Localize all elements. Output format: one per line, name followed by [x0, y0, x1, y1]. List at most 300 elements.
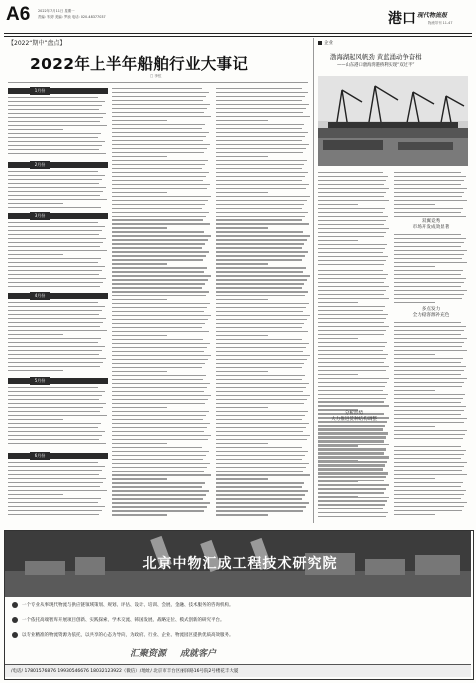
text-line	[112, 359, 208, 360]
text-line	[394, 490, 466, 491]
text-line	[216, 339, 302, 340]
text-line	[8, 514, 99, 515]
text-line	[8, 191, 103, 192]
text-line	[112, 172, 209, 173]
text-line	[112, 395, 211, 396]
text-line	[318, 496, 358, 497]
text-line	[394, 334, 461, 335]
text-line	[318, 452, 384, 453]
text-line	[216, 443, 268, 444]
text-line	[394, 172, 461, 173]
text-line	[318, 334, 384, 335]
text-line	[318, 180, 386, 181]
text-line	[112, 299, 167, 300]
text-line	[112, 100, 203, 101]
month-bar-feb	[8, 162, 108, 168]
text-line	[112, 184, 210, 185]
text-line	[394, 188, 467, 189]
text-line	[318, 184, 384, 185]
text-line	[8, 274, 99, 275]
text-line	[112, 92, 209, 93]
text-line	[394, 478, 435, 479]
text-line	[8, 435, 102, 436]
text-line	[318, 460, 358, 461]
text-line	[216, 271, 303, 272]
feature-subhead-1: 双翼竞秀 市场开发成效显著	[412, 219, 450, 230]
text-line	[8, 207, 101, 208]
text-line	[216, 415, 305, 416]
text-line	[216, 148, 306, 149]
text-line	[112, 212, 209, 213]
text-line	[216, 259, 302, 260]
text-line	[112, 498, 203, 499]
text-line	[216, 283, 304, 284]
text-line	[394, 466, 464, 467]
text-line	[8, 302, 98, 303]
text-line	[216, 164, 304, 165]
text-line	[318, 468, 383, 469]
text-line	[112, 152, 204, 153]
text-line	[8, 129, 63, 130]
text-line	[8, 175, 105, 176]
text-line	[8, 350, 102, 351]
text-line	[318, 362, 384, 363]
text-line	[112, 391, 204, 392]
text-line	[112, 219, 203, 220]
text-line	[8, 133, 101, 134]
text-line	[112, 471, 204, 472]
text-line	[216, 216, 305, 217]
text-line	[8, 334, 63, 335]
text-line	[8, 234, 99, 235]
text-line	[8, 391, 105, 392]
text-line	[216, 100, 302, 101]
article-body-col1c	[8, 222, 108, 290]
text-line	[394, 358, 463, 359]
text-line	[8, 282, 103, 283]
text-line	[112, 200, 208, 201]
text-line	[216, 343, 309, 344]
text-line	[318, 374, 358, 375]
text-line	[112, 192, 167, 193]
text-line	[112, 482, 205, 483]
text-line	[318, 326, 389, 327]
text-line	[8, 466, 105, 467]
text-line	[8, 222, 98, 223]
text-line	[394, 486, 461, 487]
text-line	[8, 141, 105, 142]
text-line	[216, 383, 309, 384]
page-number: A6	[6, 4, 31, 25]
text-line	[318, 244, 387, 245]
text-line	[318, 488, 386, 489]
text-line	[216, 112, 303, 113]
text-line	[8, 490, 107, 491]
text-line	[216, 395, 310, 396]
text-line	[112, 116, 211, 117]
text-line	[8, 226, 105, 227]
article-body-col1e	[8, 387, 108, 447]
text-line	[394, 176, 466, 177]
text-line	[216, 188, 306, 189]
text-line	[112, 339, 203, 340]
text-line	[216, 152, 303, 153]
text-line	[394, 196, 462, 197]
text-line	[318, 432, 388, 433]
text-line	[216, 439, 307, 440]
text-line	[8, 478, 106, 479]
text-line	[216, 208, 302, 209]
ad-item-1: 一个专业从事现代物流与供应链领域策划、规划、评估、设计、培训、会展、金融、技术服务的咨询机构。	[22, 603, 234, 608]
text-line	[318, 480, 384, 481]
text-line	[8, 199, 107, 200]
feature-section-tag: 企业	[318, 40, 333, 46]
text-line	[112, 148, 207, 149]
text-line	[216, 506, 306, 507]
ad-contact-bar: /电话/ 17801576876 19930546676 18032123922（微信）/地址/ 北京市丰台区丽泽路16号院2号楼花丰大厦	[5, 664, 471, 677]
text-line	[8, 474, 99, 475]
text-line	[216, 128, 302, 129]
ad-item-3: 以专业精准的物流资源为依托，以共享的心态为导向，为政府、行业、企业、物流园区提供优质高效服务。	[22, 633, 234, 638]
text-line	[8, 286, 100, 287]
feature-body-col2b	[394, 234, 468, 306]
text-line	[216, 227, 268, 228]
text-line	[8, 510, 102, 511]
text-line	[8, 97, 98, 98]
text-line	[8, 310, 102, 311]
text-line	[8, 262, 98, 263]
text-line	[8, 230, 102, 231]
text-line	[318, 425, 385, 426]
text-line	[216, 419, 302, 420]
text-line	[8, 407, 103, 408]
text-line	[216, 279, 307, 280]
text-line	[8, 254, 63, 255]
feature-body-col2d	[394, 446, 468, 518]
masthead-rule	[4, 33, 472, 34]
text-line	[112, 419, 203, 420]
text-line	[8, 113, 106, 114]
text-line	[216, 92, 308, 93]
text-line	[112, 263, 167, 264]
text-line	[394, 298, 462, 299]
text-line	[112, 427, 207, 428]
text-line	[216, 243, 304, 244]
text-line	[216, 371, 268, 372]
text-line	[216, 144, 309, 145]
text-line	[216, 295, 305, 296]
text-line	[318, 196, 384, 197]
text-line	[318, 290, 386, 291]
text-line	[216, 502, 309, 503]
text-line	[216, 478, 268, 479]
text-line	[216, 104, 309, 105]
text-line	[112, 291, 209, 292]
text-line	[216, 347, 306, 348]
text-line	[112, 208, 202, 209]
headline-rule	[8, 82, 308, 83]
text-line	[394, 286, 461, 287]
text-line	[112, 231, 204, 232]
text-line	[112, 108, 207, 109]
text-line	[216, 219, 302, 220]
text-line	[394, 382, 464, 383]
text-line	[394, 514, 435, 515]
text-line	[394, 354, 435, 355]
text-line	[8, 137, 98, 138]
text-line	[216, 403, 304, 404]
text-line	[8, 387, 98, 388]
text-line	[112, 303, 210, 304]
text-line	[112, 176, 206, 177]
text-line	[216, 303, 309, 304]
paper-sub: 物流导刊 11-47	[428, 21, 453, 25]
text-line	[394, 200, 467, 201]
text-line	[216, 375, 305, 376]
text-line	[216, 490, 308, 491]
text-line	[318, 405, 389, 406]
month-bar-may	[8, 378, 108, 384]
text-line	[112, 267, 207, 268]
month-label-jun: 6月份	[30, 452, 50, 460]
text-line	[8, 242, 103, 243]
text-line	[112, 463, 210, 464]
text-line	[8, 250, 107, 251]
text-line	[112, 367, 202, 368]
text-line	[318, 512, 388, 513]
text-line	[216, 359, 307, 360]
text-line	[216, 267, 306, 268]
text-line	[112, 156, 167, 157]
text-line	[8, 366, 100, 367]
text-line	[8, 399, 99, 400]
text-line	[8, 502, 98, 503]
text-line	[318, 236, 384, 237]
text-line	[216, 335, 268, 336]
text-line	[318, 366, 389, 367]
text-line	[216, 427, 306, 428]
text-line	[394, 270, 463, 271]
text-line	[216, 132, 308, 133]
text-line	[216, 255, 305, 256]
text-line	[394, 410, 464, 411]
text-line	[112, 223, 210, 224]
text-line	[216, 156, 268, 157]
text-line	[318, 224, 384, 225]
text-line	[112, 451, 209, 452]
article-body-col1b	[8, 171, 108, 211]
text-line	[8, 238, 106, 239]
month-bar-jan	[8, 88, 108, 94]
text-line	[394, 350, 467, 351]
text-line	[216, 323, 304, 324]
text-line	[394, 450, 466, 451]
text-line	[394, 438, 463, 439]
text-line	[216, 327, 302, 328]
feature-body-col1	[318, 172, 390, 268]
text-line	[318, 232, 386, 233]
text-line	[394, 204, 435, 205]
text-line	[394, 346, 462, 347]
text-line	[216, 351, 303, 352]
text-line	[394, 470, 462, 471]
text-line	[8, 121, 100, 122]
text-line	[216, 455, 305, 456]
ad-title: 北京中物汇成工程技术研究院	[142, 556, 338, 572]
text-line	[394, 192, 464, 193]
text-line	[318, 476, 386, 477]
text-line	[112, 383, 210, 384]
text-line	[216, 108, 306, 109]
text-line	[318, 358, 386, 359]
text-line	[318, 298, 389, 299]
text-line	[112, 351, 204, 352]
text-line	[112, 251, 209, 252]
text-line	[318, 318, 386, 319]
text-line	[216, 451, 308, 452]
text-line	[112, 319, 208, 320]
text-line	[8, 338, 101, 339]
text-line	[112, 128, 202, 129]
text-line	[112, 327, 202, 328]
text-line	[318, 500, 387, 501]
text-line	[8, 266, 105, 267]
text-line	[8, 187, 106, 188]
text-line	[8, 306, 105, 307]
text-line	[216, 319, 307, 320]
article-kicker: 【2022“期中”盘点】	[8, 40, 66, 47]
text-line	[394, 184, 461, 185]
text-line	[112, 112, 204, 113]
text-line	[394, 390, 435, 391]
text-line	[394, 446, 461, 447]
text-line	[216, 192, 268, 193]
text-line	[112, 375, 206, 376]
text-line	[318, 192, 386, 193]
text-line	[112, 459, 203, 460]
text-line	[8, 403, 106, 404]
text-line	[216, 120, 268, 121]
text-line	[318, 338, 358, 339]
text-line	[394, 250, 467, 251]
text-line	[112, 168, 202, 169]
text-line	[216, 463, 309, 464]
text-line	[318, 302, 358, 303]
ad-bullet-icon	[12, 602, 18, 608]
text-line	[318, 504, 385, 505]
text-line	[394, 458, 461, 459]
text-line	[318, 204, 358, 205]
text-line	[216, 391, 303, 392]
text-line	[8, 415, 107, 416]
ad-bullet-icon	[12, 632, 18, 638]
text-line	[318, 342, 387, 343]
text-line	[112, 88, 202, 89]
text-line	[216, 96, 305, 97]
text-line	[112, 467, 207, 468]
article-headline: 2022年上半年船舶行业大事记	[30, 55, 249, 73]
text-line	[394, 238, 466, 239]
text-line	[216, 514, 268, 515]
text-line	[216, 172, 308, 173]
text-line	[8, 101, 105, 102]
text-line	[216, 180, 302, 181]
text-line	[112, 514, 167, 515]
text-line	[318, 172, 383, 173]
text-line	[112, 275, 211, 276]
text-line	[216, 124, 304, 125]
text-line	[112, 180, 203, 181]
text-line	[318, 256, 388, 257]
text-line	[112, 431, 204, 432]
text-line	[112, 423, 210, 424]
month-label-jan: 1月份	[30, 87, 50, 95]
text-line	[318, 208, 385, 209]
text-line	[216, 467, 306, 468]
text-line	[318, 444, 389, 445]
text-line	[8, 395, 102, 396]
text-line	[394, 258, 462, 259]
text-line	[394, 406, 466, 407]
text-line	[112, 295, 206, 296]
text-line	[8, 482, 103, 483]
text-line	[318, 398, 386, 399]
text-line	[112, 371, 167, 372]
text-line	[216, 482, 304, 483]
text-line	[112, 235, 211, 236]
text-line	[318, 282, 384, 283]
text-line	[112, 279, 208, 280]
text-line	[216, 311, 303, 312]
text-line	[394, 278, 466, 279]
text-line	[216, 168, 302, 169]
text-line	[8, 362, 103, 363]
text-line	[8, 431, 105, 432]
text-line	[394, 326, 466, 327]
text-line	[112, 216, 206, 217]
text-line	[112, 144, 210, 145]
text-line	[394, 322, 461, 323]
text-line	[394, 234, 461, 235]
feature-body-col1c	[318, 428, 390, 520]
text-line	[318, 378, 389, 379]
feature-title: 渤海湖起风帆劲 黄蓝涌动争奋楫	[330, 53, 422, 61]
date-line: 2022年7月11日 星期一	[38, 9, 75, 13]
text-line	[216, 355, 310, 356]
text-line	[394, 216, 466, 217]
text-line	[112, 331, 209, 332]
text-line	[394, 370, 464, 371]
text-line	[112, 474, 211, 475]
text-line	[318, 260, 386, 261]
text-line	[318, 464, 385, 465]
text-line	[112, 439, 208, 440]
text-line	[394, 418, 467, 419]
text-line	[112, 379, 203, 380]
text-line	[318, 436, 386, 437]
text-line	[112, 355, 211, 356]
text-line	[394, 426, 435, 427]
text-line	[8, 342, 98, 343]
text-line	[112, 407, 167, 408]
text-line	[216, 307, 306, 308]
text-line	[394, 374, 461, 375]
text-line	[394, 330, 464, 331]
text-line	[318, 306, 385, 307]
text-line	[216, 239, 307, 240]
text-line	[216, 459, 302, 460]
text-line	[8, 153, 106, 154]
